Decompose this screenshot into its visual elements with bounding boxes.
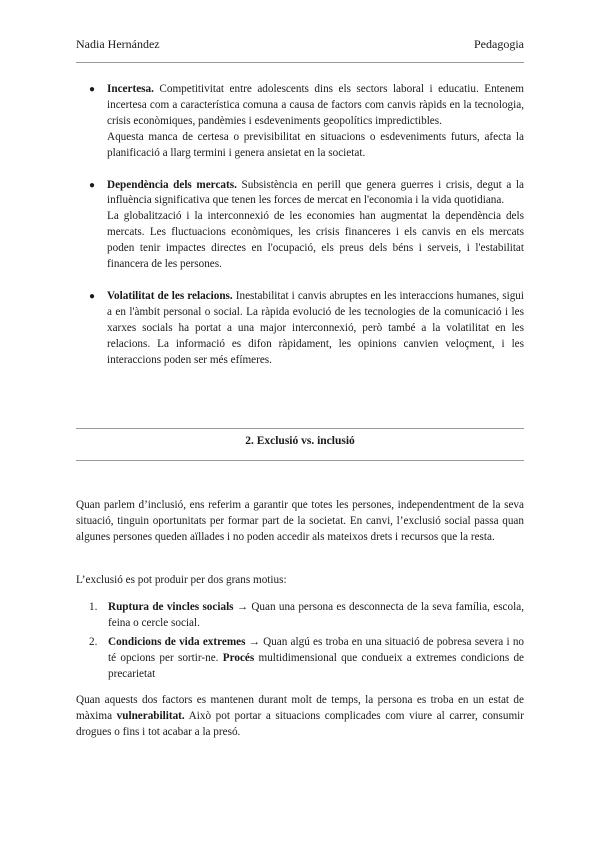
cause-bold-term: Procés	[222, 651, 255, 664]
list-item	[76, 289, 524, 369]
list-item	[76, 82, 524, 162]
bullet-extra: Aquesta manca de certesa o previsibilitat en situacions o esdeveniments futurs, afecta la planificació a llarg termini i genera ansietat en la societat.	[107, 130, 524, 159]
header-subject: Pedagogia	[474, 37, 524, 51]
bullet-icon: ●	[89, 290, 96, 302]
closing-text-post: Això pot portar a situacions complicades com viure al carrer, consumir drogues o fins i tot acabar a la presó.	[76, 710, 524, 739]
bullet-title: Dependència dels mercats.	[107, 178, 237, 191]
bullet-icon: ●	[89, 179, 96, 191]
cause-text: → Quan algú es troba en una situació de pobresa severa i no té opcions per sortir-ne.	[108, 635, 525, 664]
cause-number: 2.	[89, 635, 98, 648]
cause-text-cont: multidimensional que condueix a extremes condicions de precarietat	[108, 651, 525, 680]
bullet-title: Volatilitat de les relacions.	[107, 289, 233, 302]
closing-paragraph	[76, 692, 524, 740]
section-divider-bottom	[76, 460, 524, 461]
bullet-text: Inestabilitat i canvis abruptes en les interaccions humanes, sigui a en l'àmbit personal o social. La ràpida evolució de les tecnologies de la comunicació i les xarxes socials ha portat a una major interconnexió, però també a la volatilitat en les relacions. La informació es difon ràpidament, les opinions canvien veloçment, i les interaccions poden ser més efímeres.	[107, 289, 525, 366]
cause-title: Condicions de vida extremes	[108, 635, 246, 648]
list-item	[76, 600, 524, 632]
bullet-title: Incertesa.	[107, 83, 154, 95]
header-author: Nadia Hernández	[76, 37, 160, 51]
bullet-icon: ●	[89, 84, 96, 95]
closing-text-pre: Quan aquests dos factors es mantenen durant molt de temps, la persona es troba en un estat de màxima	[76, 694, 524, 723]
bullet-text: Subsistència en perill que genera guerres i crisis, degut a la influència significativa que tenen les forces de mercat en l'economia i la vida quotidiana.	[107, 178, 524, 207]
causes-intro: L’exclusió es pot produir per dos grans motius:	[76, 574, 287, 586]
bullet-list	[76, 82, 524, 385]
cause-title: Ruptura de vincles socials	[108, 601, 234, 613]
closing-bold: vulnerabilitat.	[116, 710, 185, 723]
cause-text: → Quan una persona es desconnecta de la seva família, escola, feina o cercle social.	[108, 601, 524, 629]
page-header	[76, 37, 524, 52]
causes-list	[76, 600, 524, 686]
list-item	[76, 635, 524, 683]
bullet-extra: La globalització i la interconnexió de les economies han augmentat la dependència dels mercats. Les fluctuacions econòmiques, les crisis financeres i els canvis en els mercats poden tenir impactes directes en l'ocupació, els preus dels béns i serveis, i l'estabilitat financera de les persones.	[107, 210, 524, 271]
intro-paragraph: Quan parlem d’inclusió, ens referim a garantir que totes les persones, independentment de la seva situació, tinguin oportunitats per formar part de la societat. En canvi, l’exclusió social passa quan algunes persones queden aïllades i no poden accedir als mateixos drets i recursos que la resta.	[76, 499, 524, 544]
section-title: 2. Exclusió vs. inclusió	[245, 435, 355, 447]
cause-number: 1.	[89, 601, 98, 613]
header-divider	[76, 62, 524, 63]
bullet-text: Competitivitat entre adolescents dins els sectors laboral i educatiu. Entenem incertesa com a característica comuna a causa de factors com canvis ràpids en la tecnologia, crisis econòmiques, pandèmies i esdeveniments geopolítics impredictibles.	[107, 83, 524, 127]
list-item	[76, 178, 524, 273]
section-divider-top	[76, 428, 524, 429]
